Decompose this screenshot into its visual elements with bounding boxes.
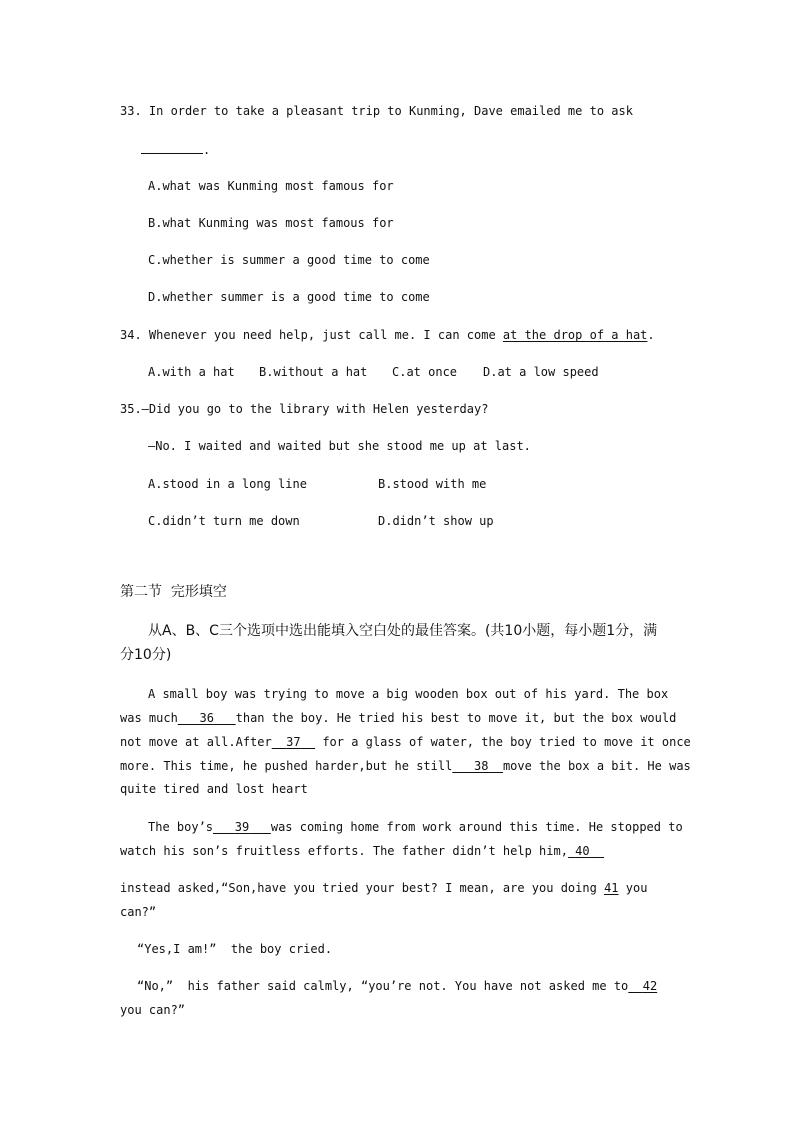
blank-number: 37: [286, 735, 301, 749]
q35-option-d: D.didn’t show up: [378, 514, 494, 528]
passage-p5-line1: [137, 978, 657, 994]
blank-36: [178, 711, 236, 725]
text-segment: instead asked,“Son,have you tried your best? I mean, are you doing: [120, 881, 597, 895]
blank-39: [213, 820, 271, 834]
text-segment: move the box a bit. He was: [502, 759, 691, 773]
q34-option-d: D.at a low speed: [483, 365, 599, 379]
passage-p1-line1: A small boy was trying to move a big wooden box out of his yard. The box: [148, 687, 669, 701]
q35-answer: —No. I waited and waited but she stood me up at last.: [148, 439, 531, 453]
q33-blank-line: [141, 141, 210, 158]
blank-number: 40: [575, 844, 590, 858]
passage-p1-line4: [120, 758, 691, 774]
text-segment: not move at all.After: [120, 735, 272, 749]
passage-p2-line1: [148, 819, 683, 835]
q33-option-a: A.what was Kunming most famous for: [148, 179, 394, 193]
blank-number: 38: [474, 759, 489, 773]
section-instructions: 从A、B、C三个选项中选出能填入空白处的最佳答案。(共10小题，每小题1分，满: [148, 623, 658, 639]
passage-p5-line2: you can?”: [120, 1003, 186, 1017]
passage-p4: “Yes,I am!” the boy cried.: [137, 942, 333, 956]
q34-option-c: C.at once: [392, 365, 458, 379]
blank-38: [452, 759, 503, 773]
text-segment: “No,” his father said calmly, “you’re not. You have not asked me to: [137, 979, 629, 993]
blank-37: [272, 735, 315, 749]
passage-p1-line5: quite tired and lost heart: [120, 782, 308, 796]
q34-option-a: A.with a hat: [148, 365, 235, 379]
q33-period: .: [203, 143, 211, 157]
passage-p3-line2: can?”: [120, 905, 157, 919]
text-segment: for a glass of water, the boy tried to move it once: [322, 735, 691, 749]
q34-stem: [120, 327, 655, 343]
text-segment: was much: [120, 711, 178, 725]
q34-stem-start: 34. Whenever you need help, just call me. I can come: [120, 328, 503, 342]
q34-option-b: B.without a hat: [259, 365, 368, 379]
q35-option-b: B.stood with me: [378, 477, 487, 491]
text-segment: watch his son’s fruitless efforts. The father didn’t help him,: [120, 844, 568, 858]
passage-p2-line2: [120, 843, 604, 859]
q33-option-c: C.whether is summer a good time to come: [148, 253, 430, 267]
passage-p1-line3: [120, 734, 691, 750]
q33-stem: 33. In order to take a pleasant trip to Kunming, Dave emailed me to ask: [120, 104, 633, 118]
blank-number: 42: [642, 979, 658, 993]
blank-number: 39: [234, 820, 250, 834]
q35-option-a: A.stood in a long line: [148, 477, 307, 491]
q35-question: 35.—Did you go to the library with Helen yesterday?: [120, 402, 489, 416]
q33-option-b: B.what Kunming was most famous for: [148, 216, 394, 230]
q34-stem-end: .: [647, 328, 655, 342]
q33-option-d: D.whether summer is a good time to come: [148, 290, 430, 304]
section-instructions-cont: 分10分): [120, 647, 172, 663]
answer-blank: [141, 141, 203, 154]
text-segment: than the boy. He tried his best to move it, but the box would: [235, 711, 677, 725]
text-segment: more. This time, he pushed harder,but he still: [120, 759, 453, 773]
text-segment: was coming home from work around this time. He stopped to: [270, 820, 683, 834]
blank-42: [628, 979, 657, 993]
passage-p1-line2: [120, 710, 676, 726]
blank-number: 36: [199, 711, 214, 725]
q34-underlined-phrase: at the drop of a hat: [502, 328, 648, 342]
text-segment: you: [625, 881, 648, 895]
blank-41: [604, 881, 618, 895]
blank-number: 41: [604, 881, 619, 895]
section-title: 第二节 完形填空: [120, 584, 227, 600]
q35-option-c: C.didn’t turn me down: [148, 514, 300, 528]
blank-40: [568, 844, 604, 858]
text-segment: The boy’s: [148, 820, 214, 834]
passage-p3-line1: [120, 880, 647, 896]
